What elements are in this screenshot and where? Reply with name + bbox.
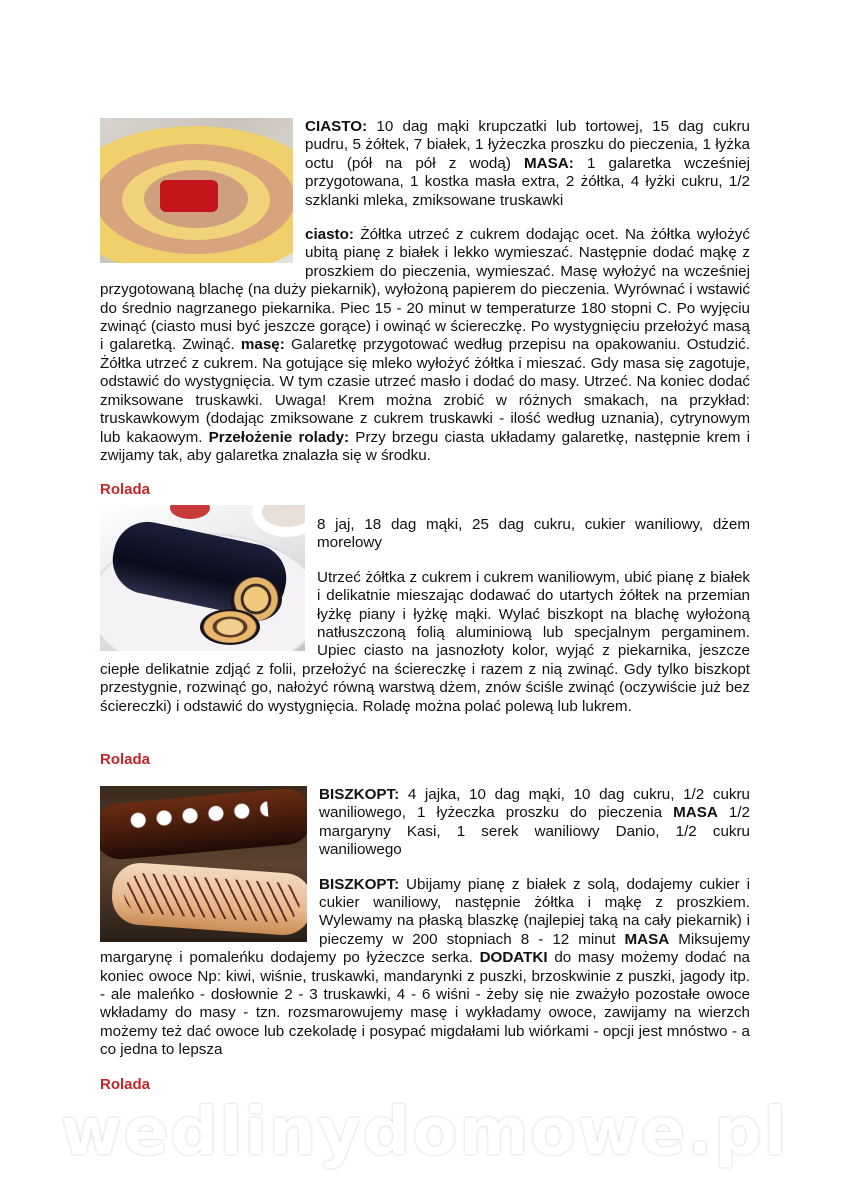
ingredients-paragraph: 8 jaj, 18 dag mąki, 25 dag cukru, cukier waniliowy, dżem morelowy <box>317 516 750 552</box>
text-run: Miksujemy margarynę i pomaleńku dodajemy po łyżeczce serka. <box>100 930 750 967</box>
text-run: do masy możemy dodać na koniec owoce Np: kiwi, wiśnie, truskawki, mandarynki z puszki, brzoskwinie z puszki, jagody itp. - ale maleńko - dosłownie 2 - 3 truskawki, 4 - 6 wiśni - żeby się nie zważyło pozostałe owoce wkładamy do masy - tzn. rozsmarowujemy masę i wykładamy owoce, zawijamy na wierzch możemy też dać owoce lub czekoladę i posypać migdałami lub wiórkami - opcji jest mnóstwo - a co jedna to lepsza <box>100 949 750 1059</box>
section-heading: Rolada <box>100 751 151 768</box>
section-heading: Rolada <box>100 1076 151 1093</box>
recipe-section-2 <box>100 505 750 716</box>
bold-label: DODATKI <box>479 949 548 967</box>
chocolate-roll-photo <box>100 505 305 651</box>
bold-label: MASA <box>673 804 718 822</box>
text-run: 1 galaretka wcześniej przygotowana, 1 kostka masła extra, 2 żółtka, 4 łyżki cukru, 1/2 szklanki mleka, zmiksowane truskawki <box>305 154 751 209</box>
bold-label: MASA: <box>524 154 574 172</box>
bold-label: ciasto: <box>305 226 354 244</box>
decorated-rolls-photo <box>100 786 307 942</box>
text-run: Ubijamy pianę z białek z solą, dodajemy cukier i cukier waniliowy, następnie żółtka i mąkę z proszkiem. Wylewamy na płaską blaszkę (najlepiej taką na cały piekarnik) i pieczemy w 200 stopniach 8 - 12 minut <box>319 875 750 948</box>
bold-label: CIASTO: <box>305 118 368 135</box>
text-run: Galaretkę przygotować według przepisu na opakowaniu. Ostudzić. Żółtka utrzeć z cukrem. Na gotujące się mleko wyłożyć żółtka i mieszać. Gdy masa się zagotuje, odstawić do wystygnięcia. W tym czasie utrzeć masło i dodać do masy. Utrzeć. Na koniec dodać zmiksowane truskawki. Uwaga! Krem można zrobić w różnych smakach, na przykład: truskawkowym (dodając zmiksowane z cukrem truskawki - ilość według uznania), cytrynowym lub kakaowym. <box>100 336 750 446</box>
bold-label: BISZKOPT: <box>319 786 400 803</box>
text-run: Przy brzegu ciasta układamy galaretkę, następnie krem i zwijamy tak, aby galaretka znalazła się w środku. <box>100 428 751 464</box>
recipe-section-3 <box>100 786 750 1060</box>
roll-jelly-photo <box>100 118 293 263</box>
text-run: 10 dag mąki krupczatki lub tortowej, 15 dag cukru pudru, 5 żółtek, 7 białek, 1 łyżeczka proszku do pieczenia, 1 łyżka octu (pół na pół z wodą) <box>305 118 750 172</box>
section-heading: Rolada <box>100 481 151 498</box>
bold-label: Przełożenie rolady: <box>208 428 350 446</box>
recipe-section-1 <box>100 118 750 465</box>
bold-label: masę: <box>240 336 285 354</box>
text-run: 4 jajka, 10 dag mąki, 10 dag cukru, 1/2 cukru waniliowego, 1 łyżeczka proszku do pieczenia <box>319 786 750 822</box>
bold-label: BISZKOPT: <box>319 875 400 893</box>
text-run: Żółtka utrzeć z cukrem dodając ocet. Na żółtka wyłożyć ubitą pianę z białek i lekko wymieszać. Następnie dodać mąkę z proszkiem do pieczenia, wymieszać. Masę wyłożyć na wcześniej przygotowaną blachę (na duży piekarnik), wyłożoną papierem do pieczenia. Wyrównać i wstawić do średnio nagrzanego piekarnika. Piec 15 - 20 minut w temperaturze 180 stopni C. Po wyjęciu zwinąć (ciasto musi być jeszcze gorące) i owinąć w ściereczkę. Po wystygnięciu przełożyć masą i galaretką. Zwinąć. <box>100 226 750 354</box>
bold-label: MASA <box>624 930 670 948</box>
instructions-paragraph: Utrzeć żółtka z cukrem i cukrem waniliowym, ubić pianę z białek i delikatnie mieszając dodawać do utartych żółtek na przemian łyżkę piany i łyżkę mąki. Wylać biszkopt na blachę wyłożoną natłuszczoną folią aluminiową lub specjalnym pergaminem. Upiec ciasto na jasnozłoty kolor, wyjąć z piekarnika, jeszcze ciepłe delikatnie zdjąć z folii, przełożyć na ściereczkę i razem z nią zwinąć. Gdy tylko biszkopt przestygnie, rozwinąć go, nałożyć równą warstwą dżem, znów ściśle zwinąć (oczywiście już bez ściereczki) i odstawić do wystygnięcia. Roladę można polać polewą lub lukrem. <box>100 568 750 715</box>
text-run: 1/2 margaryny Kasi, 1 serek waniliowy Danio, 1/2 cukru waniliowego <box>319 804 750 859</box>
site-watermark: wedlinydomowe.pl <box>60 1093 789 1170</box>
